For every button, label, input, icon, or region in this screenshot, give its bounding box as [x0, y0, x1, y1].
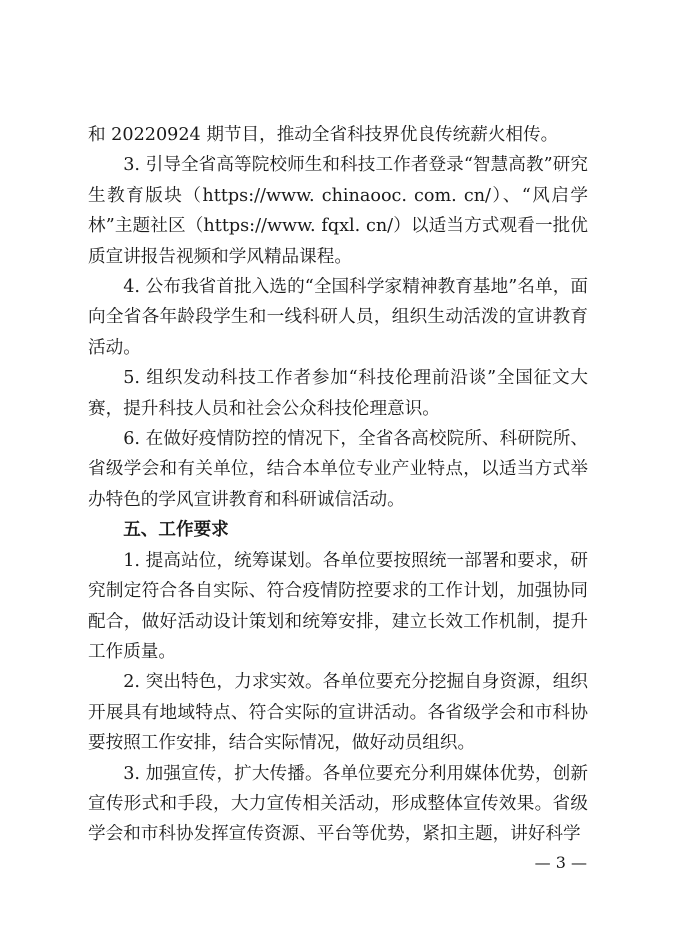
paragraph-item-5: 5. 组织发动科技工作者参加“科技伦理前沿谈”全国征文大赛，提升科技人员和社会公众科技伦理意识。: [88, 368, 588, 419]
requirement-item-3: 3. 加强宣传，扩大传播。各单位要充分利用媒体优势，创新宣传形式和手段，大力宣传相关活动，形成整体宣传效果。省级学会和市科协发挥宣传资源、平台等优势，紧扣主题，讲好科学: [88, 763, 588, 845]
paragraph-item-3: 3. 引导全省高等院校师生和科技工作者登录“智慧高教”研究生教育版块（https://www. chinaooc. com. cn/）、“风启学林”主题社区（https://www. fqxl. cn/）以适当方式观看一批优质宣讲报告视频和学风精品课程。: [88, 155, 588, 267]
document-body: [88, 120, 588, 850]
requirement-item-1: 1. 提高站位，统筹谋划。各单位要按照统一部署和要求，研究制定符合各自实际、符合疫情防控要求的工作计划，加强协同配合，做好活动设计策划和统筹安排，建立长效工作机制，提升工作质量。: [88, 550, 588, 662]
paragraph-item-6: 6. 在做好疫情防控的情况下，全省各高校院所、科研院所、省级学会和有关单位，结合本单位专业产业特点，以适当方式举办特色的学风宣讲教育和科研诚信活动。: [88, 429, 588, 510]
paragraph-continuation: 和 20220924 期节目，推动全省科技界优良传统薪火相传。: [88, 125, 559, 145]
paragraph-item-4: 4. 公布我省首批入选的“全国科学家精神教育基地”名单，面向全省各年龄段学生和一线科研人员，组织生动活泼的宣讲教育活动。: [88, 277, 588, 358]
page-number: — 3 —: [534, 853, 587, 872]
requirement-item-2: 2. 突出特色，力求实效。各单位要充分挖掘自身资源，组织开展具有地域特点、符合实际的宣讲活动。各省级学会和市科协要按照工作安排，结合实际情况，做好动员组织。: [88, 672, 588, 754]
section-heading: 五、工作要求: [123, 520, 229, 541]
